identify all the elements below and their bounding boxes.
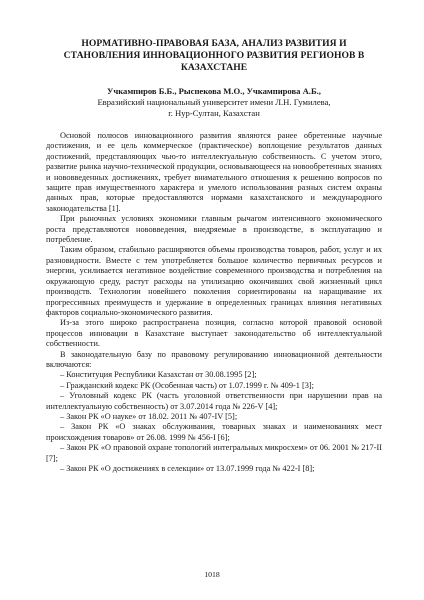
body-paragraph: Таким образом, стабильно расширяются объемы производства товаров, работ, услуг и их разновидности. Вместе с тем употребляется большое количество первичных ресурсов и энергии, усиливается негативное воздействие современного производства и потребления на окружающую среду, растут расходы на утилизацию окончивших свой жизненный цикл производств. Технологии новейшего поколения сориентированы на наращивание их прогрессивных преимуществ и удержание в определенных границах влияния негативных факторов социально-экономического развития. [46, 245, 382, 317]
author-affiliation: Евразийский национальный университет имени Л.Н. Гумилева, [97, 97, 331, 107]
body-paragraph: Из-за этого широко распространена позиция, согласно которой правовой основой процессов инновации в Казахстане выступает законодательство об интеллектуальной собственности. [46, 318, 382, 349]
author-names: Учкампиров Б.Б., Рыспекова М.О., Учкампирова А.Б., [107, 86, 321, 96]
legislation-list [46, 370, 382, 474]
list-item: – Закон РК «О достижениях в селекции» от 13.07.1999 года № 422-I [8]; [60, 464, 315, 473]
list-item: – Конституция Республики Казахстан от 30.08.1995 [2]; [60, 370, 257, 380]
list-item: – Уголовный кодекс РК (часть уголовной ответственности при нарушении прав на интеллектуальную собственность) от 3.07.2014 года № 226-V [4]; [46, 391, 382, 411]
page-number: 1018 [204, 570, 220, 579]
list-item: – Закон РК «О правовой охране топологий интегральных микросхем» от 06. 2001 № 217-II [7]; [46, 443, 382, 463]
paper-title: НОРМАТИВНО-ПРАВОВАЯ БАЗА, АНАЛИЗ РАЗВИТИЯ И СТАНОВЛЕНИЯ ИННОВАЦИОННОГО РАЗВИТИЯ РЕГИОНОВ В КАЗАХСТАНЕ [63, 38, 365, 73]
author-block [46, 86, 382, 119]
list-item: – Гражданский кодекс РК (Особенная часть) от 1.07.1999 г. № 409-1 [3]; [60, 380, 314, 390]
body-paragraph: В законодательную базу по правовому регулированию инновационной деятельности включаются: [46, 349, 382, 369]
body-paragraph: Основой полюсов инновационного развития являются ранее обретенные научные достижения, и ее цель коммерческое (практическое) воплощение результатов данных достижений, представляющих чью-то интеллектуальную собственность. С учетом этого, развитие рынка научно-технической продукции, основывающееся на новообретенных знаниях и нововведенных достижениях, требует внимательного отношения к решению вопросов по защите прав имущественного характера и умелого использования разных систем охраны данных прав, которые предоставляются нормами казахстанского и международного законодательства [1]. [46, 131, 382, 213]
article-body [46, 131, 382, 474]
list-item: – Закон РК «О науке» от 18.02. 2011 № 407-IV [5]; [60, 411, 238, 421]
body-paragraph: При рыночных условиях экономики главным рычагом интенсивного экономического роста представляются нововведения, внедряемые в производстве, в эксплуатацию и потребление. [46, 214, 382, 245]
author-city: г. Нур-Султан, Казахстан [168, 108, 260, 118]
list-item: – Закон РК «О знаках обслуживания, товарных знаках и наименованиях мест происхождения товаров» от 26.08. 1999 № 456-I [6]; [46, 422, 382, 442]
